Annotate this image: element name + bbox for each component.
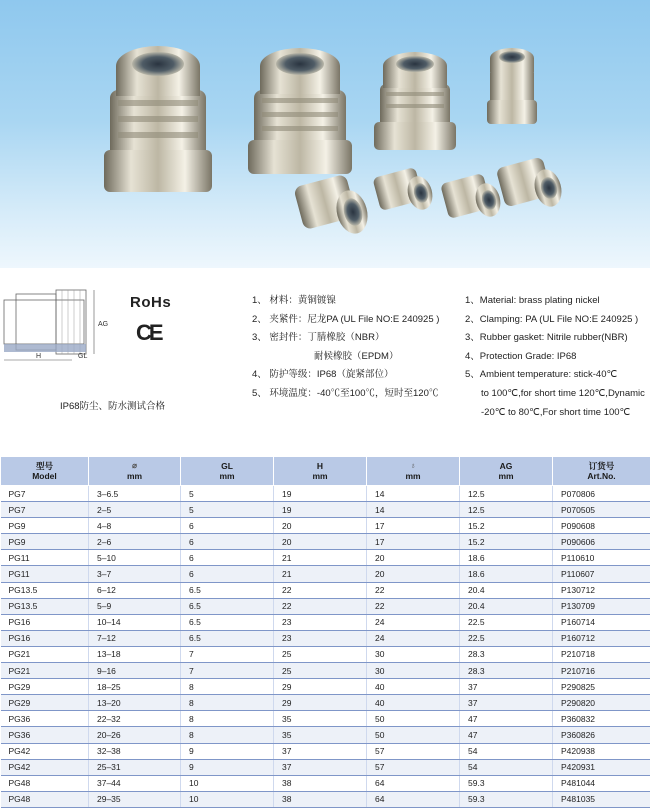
table-cell: P290825	[553, 679, 650, 695]
table-row	[1, 630, 650, 646]
header-h: H mm	[274, 457, 367, 486]
spec-en-line: to 100℃,for short time 120℃,Dynamic	[465, 385, 650, 404]
table-header-row	[1, 457, 650, 486]
table-cell: 10	[181, 775, 274, 791]
gland-large-1	[104, 46, 212, 192]
table-cell: 37	[460, 679, 553, 695]
table-cell: 14	[367, 486, 460, 502]
table-cell: P210718	[553, 646, 650, 662]
cable-diameter-icon: ⌀	[89, 461, 180, 471]
table-cell: P290820	[553, 695, 650, 711]
table-cell: 38	[274, 791, 367, 807]
table-cell: PG7	[1, 486, 89, 502]
table-cell: P070806	[553, 486, 650, 502]
table-cell: P210716	[553, 663, 650, 679]
table-cell: P481044	[553, 775, 650, 791]
table-cell: P130712	[553, 582, 650, 598]
table-cell: 50	[367, 711, 460, 727]
table-cell: 10–14	[89, 614, 181, 630]
table-cell: 6	[181, 550, 274, 566]
table-cell: P090608	[553, 518, 650, 534]
table-cell: PG11	[1, 550, 89, 566]
table-cell: PG42	[1, 759, 89, 775]
gland-small	[487, 48, 537, 124]
table-cell: 30	[367, 646, 460, 662]
gland-medium	[374, 52, 456, 150]
table-cell: 20.4	[460, 598, 553, 614]
table-row	[1, 791, 650, 807]
specs-english	[465, 292, 650, 422]
table-cell: P420938	[553, 743, 650, 759]
table-cell: 23	[274, 630, 367, 646]
ag-label: AG	[98, 321, 108, 328]
table-cell: 12.5	[460, 486, 553, 502]
table-cell: 32–38	[89, 743, 181, 759]
table-cell: 5–10	[89, 550, 181, 566]
table-cell: 2–5	[89, 502, 181, 518]
table-cell: 8	[181, 727, 274, 743]
table-cell: 5	[181, 502, 274, 518]
table-cell: 7–12	[89, 630, 181, 646]
table-cell: PG36	[1, 727, 89, 743]
table-cell: 37	[460, 695, 553, 711]
table-cell: PG7	[1, 502, 89, 518]
table-cell: 20–26	[89, 727, 181, 743]
table-cell: 3–6.5	[89, 486, 181, 502]
table-cell: PG13.5	[1, 582, 89, 598]
table-cell: 8	[181, 695, 274, 711]
header-art-no: 订货号 Art.No.	[553, 457, 650, 486]
rohs-badge: RoHs	[130, 294, 171, 311]
table-cell: 37	[274, 759, 367, 775]
spec-cn-line: 5、 环境温度：-40℃至100℃，短时至120℃	[252, 385, 452, 404]
table-cell: P360832	[553, 711, 650, 727]
table-cell: 24	[367, 614, 460, 630]
table-cell: PG42	[1, 743, 89, 759]
table-cell: 25–31	[89, 759, 181, 775]
table-row	[1, 679, 650, 695]
table-cell: 3–7	[89, 566, 181, 582]
spec-cn-line: 2、 夹紧件：尼龙PA (UL File NO:E 240925 )	[252, 311, 452, 330]
table-cell: 22	[367, 582, 460, 598]
table-cell: 7	[181, 646, 274, 662]
gland-lying-3	[440, 173, 504, 220]
table-cell: PG9	[1, 534, 89, 550]
table-cell: 47	[460, 711, 553, 727]
table-row	[1, 518, 650, 534]
spec-cn-line: 耐候橡胶（EPDM）	[252, 348, 452, 367]
table-row	[1, 759, 650, 775]
table-cell: P160712	[553, 630, 650, 646]
table-cell: 37	[274, 743, 367, 759]
table-cell: P090606	[553, 534, 650, 550]
table-row	[1, 695, 650, 711]
table-row	[1, 486, 650, 502]
table-cell: 54	[460, 743, 553, 759]
table-cell: 35	[274, 727, 367, 743]
table-cell: PG29	[1, 695, 89, 711]
table-cell: 6	[181, 518, 274, 534]
table-cell: 8	[181, 679, 274, 695]
table-cell: PG16	[1, 614, 89, 630]
table-cell: 7	[181, 663, 274, 679]
table-cell: 22–32	[89, 711, 181, 727]
table-cell: 59.3	[460, 791, 553, 807]
table-cell: 9	[181, 759, 274, 775]
table-cell: 22	[367, 598, 460, 614]
table-cell: 21	[274, 566, 367, 582]
table-cell: 6.5	[181, 630, 274, 646]
spec-cn-line: 1、 材料：黄铜镀镍	[252, 292, 452, 311]
table-cell: 28.3	[460, 646, 553, 662]
table-cell: 40	[367, 679, 460, 695]
table-cell: 6	[181, 566, 274, 582]
table-cell: 22.5	[460, 614, 553, 630]
table-cell: 24	[367, 630, 460, 646]
table-cell: 15.2	[460, 534, 553, 550]
table-row	[1, 598, 650, 614]
table-cell: PG29	[1, 679, 89, 695]
gland-lying-2	[372, 167, 436, 213]
spec-en-line: 1、Material: brass plating nickel	[465, 292, 650, 311]
spec-section	[0, 268, 650, 450]
cable-glands-illustration	[0, 0, 650, 268]
spec-en-line: 4、Protection Grade: IP68	[465, 348, 650, 367]
technical-drawing	[2, 284, 118, 364]
gland-lying-4	[496, 156, 566, 209]
table-cell: 57	[367, 743, 460, 759]
table-row	[1, 614, 650, 630]
table-cell: 20.4	[460, 582, 553, 598]
table-cell: 50	[367, 727, 460, 743]
table-cell: 28.3	[460, 663, 553, 679]
table-cell: 17	[367, 518, 460, 534]
table-cell: 22.5	[460, 630, 553, 646]
table-row	[1, 663, 650, 679]
table-cell: 40	[367, 695, 460, 711]
spec-en-line: 3、Rubber gasket: Nitrile rubber(NBR)	[465, 329, 650, 348]
h-label: H	[36, 353, 41, 360]
table-cell: PG36	[1, 711, 89, 727]
table-cell: 5	[181, 486, 274, 502]
table-cell: 6	[181, 534, 274, 550]
table-cell: P420931	[553, 759, 650, 775]
table-cell: PG16	[1, 630, 89, 646]
table-cell: 20	[274, 534, 367, 550]
table-cell: 15.2	[460, 518, 553, 534]
table-cell: 14	[367, 502, 460, 518]
table-cell: 22	[274, 582, 367, 598]
table-cell: P070505	[553, 502, 650, 518]
table-cell: P130709	[553, 598, 650, 614]
table-cell: 20	[274, 518, 367, 534]
table-cell: 29	[274, 695, 367, 711]
spec-en-line: -20℃ to 80℃,For short time 100℃	[465, 404, 650, 423]
table-cell: 64	[367, 775, 460, 791]
table-cell: 38	[274, 775, 367, 791]
spec-en-line: 5、Ambient temperature: stick-40℃	[465, 366, 650, 385]
table-cell: 6.5	[181, 598, 274, 614]
table-cell: PG21	[1, 663, 89, 679]
header-cable-range: ⌀ mm	[89, 457, 181, 486]
table-cell: 13–18	[89, 646, 181, 662]
header-ag: AG mm	[460, 457, 553, 486]
table-cell: 64	[367, 791, 460, 807]
table-cell: 19	[274, 486, 367, 502]
table-cell: 10	[181, 791, 274, 807]
table-cell: PG21	[1, 646, 89, 662]
product-photo	[0, 0, 650, 268]
header-gl: GL mm	[181, 457, 274, 486]
table-cell: 37–44	[89, 775, 181, 791]
table-cell: 18.6	[460, 566, 553, 582]
table-cell: 2–6	[89, 534, 181, 550]
table-row	[1, 775, 650, 791]
table-cell: 9	[181, 743, 274, 759]
spanner-icon: ♁	[367, 461, 459, 471]
table-cell: 20	[367, 566, 460, 582]
gl-label: GL	[78, 353, 87, 360]
table-cell: 4–8	[89, 518, 181, 534]
table-cell: P481035	[553, 791, 650, 807]
table-cell: 6.5	[181, 614, 274, 630]
table-row	[1, 646, 650, 662]
table-cell: 18–25	[89, 679, 181, 695]
table-cell: 8	[181, 711, 274, 727]
table-cell: 6–12	[89, 582, 181, 598]
ce-mark: CE	[136, 320, 161, 346]
table-cell: 20	[367, 550, 460, 566]
table-row	[1, 711, 650, 727]
table-cell: PG11	[1, 566, 89, 582]
table-cell: P360826	[553, 727, 650, 743]
spec-en-line: 2、Clamping: PA (UL File NO:E 240925 )	[465, 311, 650, 330]
table-cell: 35	[274, 711, 367, 727]
table-cell: P160714	[553, 614, 650, 630]
table-cell: 57	[367, 759, 460, 775]
table-row	[1, 582, 650, 598]
table-row	[1, 566, 650, 582]
table-row	[1, 534, 650, 550]
table-cell: 12.5	[460, 502, 553, 518]
table-cell: P110610	[553, 550, 650, 566]
spec-cn-line: 3、 密封件：丁腈橡胶（NBR）	[252, 329, 452, 348]
table-cell: 54	[460, 759, 553, 775]
table-cell: 47	[460, 727, 553, 743]
table-cell: 5–9	[89, 598, 181, 614]
table-cell: 29–35	[89, 791, 181, 807]
table-cell: PG48	[1, 791, 89, 807]
spec-cn-line: 4、 防护等级：IP68（旋紧部位）	[252, 366, 452, 385]
header-model: 型号 Model	[1, 457, 89, 486]
table-cell: 59.3	[460, 775, 553, 791]
table-row	[1, 727, 650, 743]
table-row	[1, 502, 650, 518]
table-cell: 19	[274, 502, 367, 518]
table-cell: 9–16	[89, 663, 181, 679]
table-cell: 23	[274, 614, 367, 630]
test-caption: IP68防尘、防水测试合格	[60, 398, 165, 412]
table-row	[1, 550, 650, 566]
spec-table	[0, 456, 650, 808]
header-spanner: ♁ mm	[367, 457, 460, 486]
table-cell: PG13.5	[1, 598, 89, 614]
table-cell: 13–20	[89, 695, 181, 711]
table-cell: 25	[274, 646, 367, 662]
table-cell: PG48	[1, 775, 89, 791]
gland-lying-1	[293, 174, 372, 237]
table-cell: 21	[274, 550, 367, 566]
table-cell: 6.5	[181, 582, 274, 598]
table-cell: 29	[274, 679, 367, 695]
table-cell: 25	[274, 663, 367, 679]
table-row	[1, 743, 650, 759]
table-cell: P110607	[553, 566, 650, 582]
table-cell: 17	[367, 534, 460, 550]
table-cell: PG9	[1, 518, 89, 534]
table-cell: 18.6	[460, 550, 553, 566]
table-cell: 22	[274, 598, 367, 614]
gland-large-2	[248, 48, 352, 174]
specs-chinese	[252, 292, 452, 404]
table-cell: 30	[367, 663, 460, 679]
